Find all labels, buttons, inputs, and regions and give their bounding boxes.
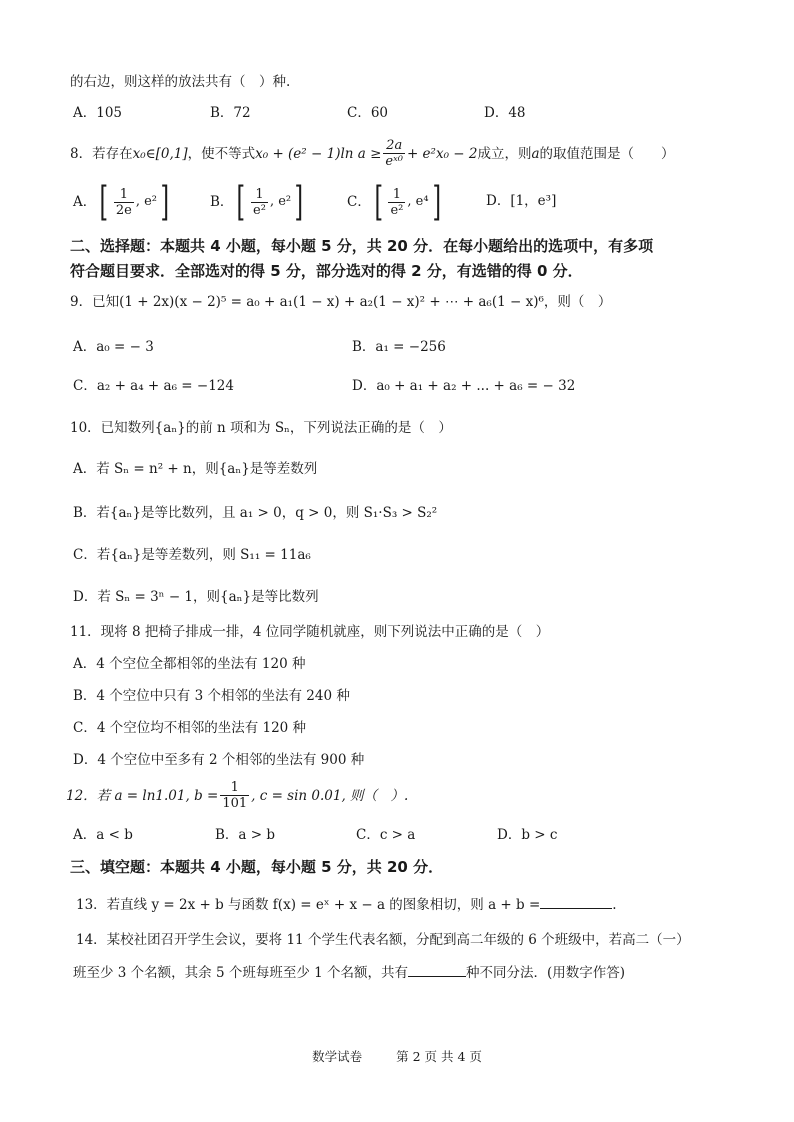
q7-option-a: A．105 (73, 105, 123, 121)
q8-option-c-num: 1 (388, 187, 405, 203)
q8-option-c-fraction (388, 187, 405, 218)
q7-option-c: C．60 (347, 105, 389, 121)
q11-option-d: D．4 个空位中至多有 2 个相邻的坐法有 900 种 (73, 752, 365, 768)
footer-page-number: 第 2 页 共 4 页 (396, 1049, 482, 1064)
q8-option-d (486, 191, 556, 211)
q8-option-d-text: [1，e³] (510, 193, 557, 209)
q14-line2-pre: 班至少 3 个名额，其余 5 个班每班至少 1 个名额，共有 (73, 965, 409, 981)
q10-option-c: C．若{aₙ}是等差数列，则 S₁₁ = 11a₆ (73, 547, 311, 563)
q9-option-a: A．a₀ = − 3 (73, 339, 154, 355)
right-bracket-icon: ] (294, 179, 304, 225)
left-bracket-icon: [ (236, 179, 246, 225)
section-3-heading: 三、填空题：本题共 4 小题，每小题 5 分，共 20 分． (70, 858, 444, 876)
right-bracket-icon: ] (432, 179, 441, 225)
page-footer (0, 1047, 794, 1065)
q8-option-b-fraction (251, 187, 268, 218)
section-2-heading: 二、选择题：本题共 4 小题，每小题 5 分，共 20 分．在每小题给出的选项中，有多项 (70, 237, 654, 255)
q9-option-b: B．a₁ = −256 (352, 339, 446, 355)
q8-pre: 若存在 (92, 145, 133, 162)
right-bracket-icon: ] (160, 179, 170, 225)
q8-option-a-num: 1 (114, 187, 134, 203)
footer-subject: 数学试卷 (312, 1049, 363, 1064)
q10-stem: 10．已知数列{aₙ}的前 n 项和为 Sₙ，下列说法正确的是（ ） (70, 420, 452, 436)
q8-condition: x₀∈[0,1] (132, 145, 188, 162)
q13-text: 13．若直线 y = 2x + b 与函数 f(x) = eˣ + x − a 的图象相切，则 a + b = (76, 897, 541, 913)
q13-answer-blank[interactable] (540, 894, 612, 909)
q8-option-b-right: , e² (269, 194, 292, 209)
q8-option-b-den: e² (253, 202, 266, 218)
q8-post2: 的取值范围是（ ） (539, 145, 675, 162)
q13-stem (76, 894, 617, 915)
q8-option-a-right: , e² (135, 194, 157, 209)
q14-line2-post: 种不同分法．(用数字作答) (466, 965, 626, 981)
q14-stem-line2 (73, 962, 625, 983)
q12-fraction-denominator: 101 (222, 796, 248, 811)
q10-option-b: B．若{aₙ}是等比数列，且 a₁ > 0，q > 0，则 S₁·S₃ > S₂² (73, 505, 438, 521)
q8-option-b-interval (233, 179, 306, 225)
q12-stem (66, 780, 408, 811)
q14-answer-blank[interactable] (408, 962, 466, 977)
q11-stem: 11．现将 8 把椅子排成一排，4 位同学随机就座，则下列说法中正确的是（ ） (70, 624, 550, 640)
q9-option-d: D．a₀ + a₁ + a₂ + ... + a₆ = − 32 (352, 378, 576, 394)
q12-post: , c = sin 0.01, 则（ ）. (251, 787, 409, 804)
q8-fraction-denominator: eˣ⁰ (385, 154, 403, 169)
q9-stem: 9．已知(1 + 2x)(x − 2)⁵ = a₀ + a₁(1 − x) + a₂(1 − x)² + ⋯ + a₆(1 − x)⁶，则（ ） (70, 294, 612, 310)
q8-option-b (210, 179, 307, 225)
q12-pre: 12．若 a = ln1.01, b = (66, 787, 219, 804)
q14-stem-line1: 14．某校社团召开学生会议，要将 11 个学生代表名额，分配到高二年级的 6 个班级中，若高二（一） (76, 932, 690, 948)
q8-option-a-letter: A． (73, 194, 97, 210)
q12-option-d: D．b > c (497, 827, 558, 843)
q8-option-c-letter: C． (347, 194, 371, 210)
q11-option-a: A．4 个空位全都相邻的坐法有 120 种 (73, 656, 306, 672)
q8-option-c-interval (371, 179, 444, 225)
q8-number: 8． (70, 145, 93, 162)
q7-tail-text: 的右边，则这样的放法共有（ ）种. (70, 74, 291, 90)
q9-option-c: C．a₂ + a₄ + a₆ = −124 (73, 378, 234, 394)
q8-option-a (73, 179, 173, 225)
q8-option-d-letter: D． (486, 193, 511, 209)
q8-option-b-num: 1 (251, 187, 268, 203)
q7-option-b: B．72 (210, 105, 251, 121)
q11-option-b: B．4 个空位中只有 3 个相邻的坐法有 240 种 (73, 688, 350, 704)
left-bracket-icon: [ (374, 179, 383, 225)
q8-variable: a (531, 145, 540, 162)
q8-lhs: x₀ + (e² − 1)ln a ≥ (255, 145, 382, 162)
q8-fraction (383, 138, 405, 169)
q10-option-d: D．若 Sₙ = 3ⁿ − 1，则{aₙ}是等比数列 (73, 589, 319, 605)
q12-option-c: C．c > a (356, 827, 416, 843)
q12-fraction-numerator: 1 (220, 780, 249, 796)
q8-option-c-den: e² (390, 202, 404, 218)
left-bracket-icon: [ (99, 179, 109, 225)
q12-option-a: A．a < b (73, 827, 133, 843)
q8-option-c-right: , e⁴ (407, 194, 429, 209)
q8-option-a-fraction (114, 187, 134, 218)
q8-post: 成立，则 (477, 145, 532, 162)
q8-option-a-den: 2e (115, 202, 132, 218)
q7-option-d: D．48 (484, 105, 526, 121)
q8-option-c (347, 179, 444, 225)
q10-option-a: A．若 Sₙ = n² + n，则{aₙ}是等差数列 (73, 461, 318, 477)
q8-mid: ，使不等式 (187, 145, 256, 162)
q8-fraction-numerator: 2a (383, 138, 405, 154)
q8-stem (70, 138, 675, 169)
q12-option-b: B．a > b (215, 827, 276, 843)
q8-rhs: + e²x₀ − 2 (406, 145, 478, 162)
q8-option-a-interval (96, 179, 172, 225)
q13-post: . (612, 897, 617, 913)
q8-option-b-letter: B． (210, 194, 234, 210)
q11-option-c: C．4 个空位均不相邻的坐法有 120 种 (73, 720, 307, 736)
q12-fraction (220, 780, 249, 811)
section-2-heading-line2: 符合题目要求．全部选对的得 5 分，部分选对的得 2 分，有选错的得 0 分． (70, 262, 583, 280)
